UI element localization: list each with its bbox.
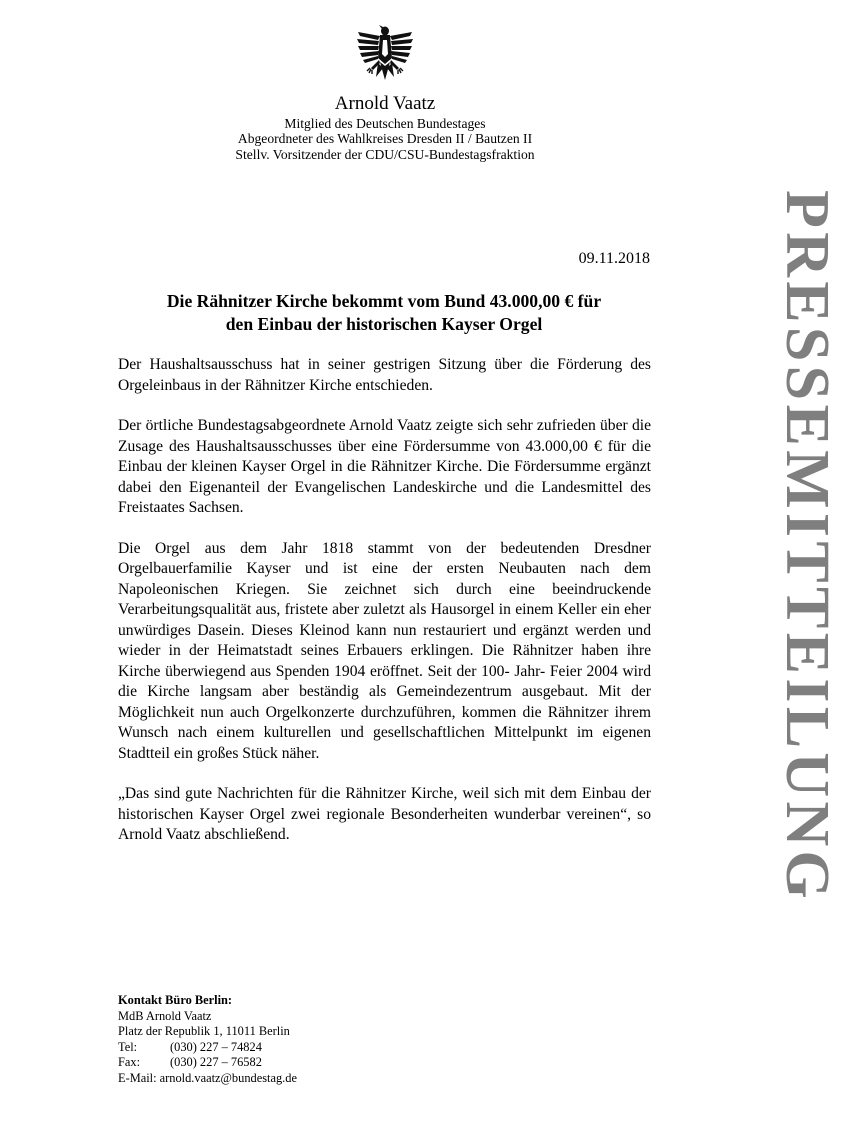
document-date: 09.11.2018: [578, 250, 650, 267]
letterhead: [160, 92, 610, 162]
contact-name: MdB Arnold Vaatz: [118, 1008, 212, 1023]
contact-address: Platz der Republik 1, 11011 Berlin: [118, 1024, 290, 1039]
sender-name: Arnold Vaatz: [334, 93, 436, 114]
fax-number: (030) 227 – 76582: [170, 1055, 262, 1070]
body-paragraph: Die Orgel aus dem Jahr 1818 stammt von der bedeutenden Dresdner Orgelbauerfamilie Kayser und ist eine der ersten Neubauten nach dem Napoleonischen Kriegen. Sie zeichnet sich durch eine beeindruckende Verarbeitungsqualität aus, fristete aber zuletzt als Hausorgel in einem Keller ein eher unwürdiges Dasein. Dieses Kleinod kann nun restauriert und ergänzt werden und wieder in der Heimatstadt seines Erbauers erklingen. Die Rähnitzer haben ihre Kirche überwiegend aus Spenden 1904 eröffnet. Seit der 100- Jahr- Feier 2004 wird die Kirche langsam aber beständig als Gemeindezentrum ausgebaut. Mit der Möglichkeit nun auch Orgelkonzerte durchzuführen, kommen die Rähnitzer ihrem Wunsch nach einem kulturellen und gesellschaftlichen Mittelpunkt im eigenen Stadtteil ein großes Stück näher.: [118, 539, 651, 762]
headline-line: den Einbau der historischen Kayser Orgel: [225, 314, 543, 334]
press-headline: [116, 290, 652, 336]
body-paragraph: Der örtliche Bundestagsabgeordnete Arnold Vaatz zeigte sich sehr zufrieden über die Zusage des Haushaltsausschusses über eine Fördersumme von 43.000,00 € für die Einbau der kleinen Kayser Orgel in die Rähnitzer Kirche. Die Fördersumme ergänzt dabei den Eigenanteil der Evangelischen Landeskirche und die Landesmittel des Freistaates Sachsen.: [118, 417, 651, 516]
phone-number: (030) 227 – 74824: [170, 1039, 262, 1054]
body-paragraph: „Das sind gute Nachrichten für die Rähnitzer Kirche, weil sich mit dem Einbau der historischen Kayser Orgel zwei regionale Besonderheiten wunderbar vereinen“, so Arnold Vaatz abschließend.: [118, 785, 651, 843]
body-paragraph: Der Haushaltsausschuss hat in seiner gestrigen Sitzung über die Förderung des Orgeleinbaus in der Rähnitzer Kirche entschieden.: [118, 356, 651, 394]
contact-block: [118, 993, 297, 1087]
phone-label: Tel:: [118, 1039, 138, 1054]
sender-position-line: Stellv. Vorsitzender der CDU/CSU-Bundestagsfraktion: [235, 146, 535, 162]
fax-label: Fax:: [118, 1055, 141, 1070]
sender-constituency-line: Abgeordneter des Wahlkreises Dresden II / Bautzen II: [237, 131, 533, 147]
press-body: [118, 355, 651, 866]
contact-phone: [118, 1040, 297, 1056]
contact-title: Kontakt Büro Berlin:: [118, 993, 233, 1007]
contact-email: E-Mail: arnold.vaatz@bundestag.de: [118, 1070, 297, 1085]
sender-role-line: Mitglied des Deutschen Bundestages: [284, 116, 486, 131]
contact-fax: [118, 1055, 297, 1071]
side-label-pressemitteilung: PRESSEMITTEILUNG: [773, 190, 841, 904]
federal-eagle-icon: [354, 22, 416, 84]
headline-line: Die Rähnitzer Kirche bekommt vom Bund 43.000,00 € für: [166, 291, 602, 311]
